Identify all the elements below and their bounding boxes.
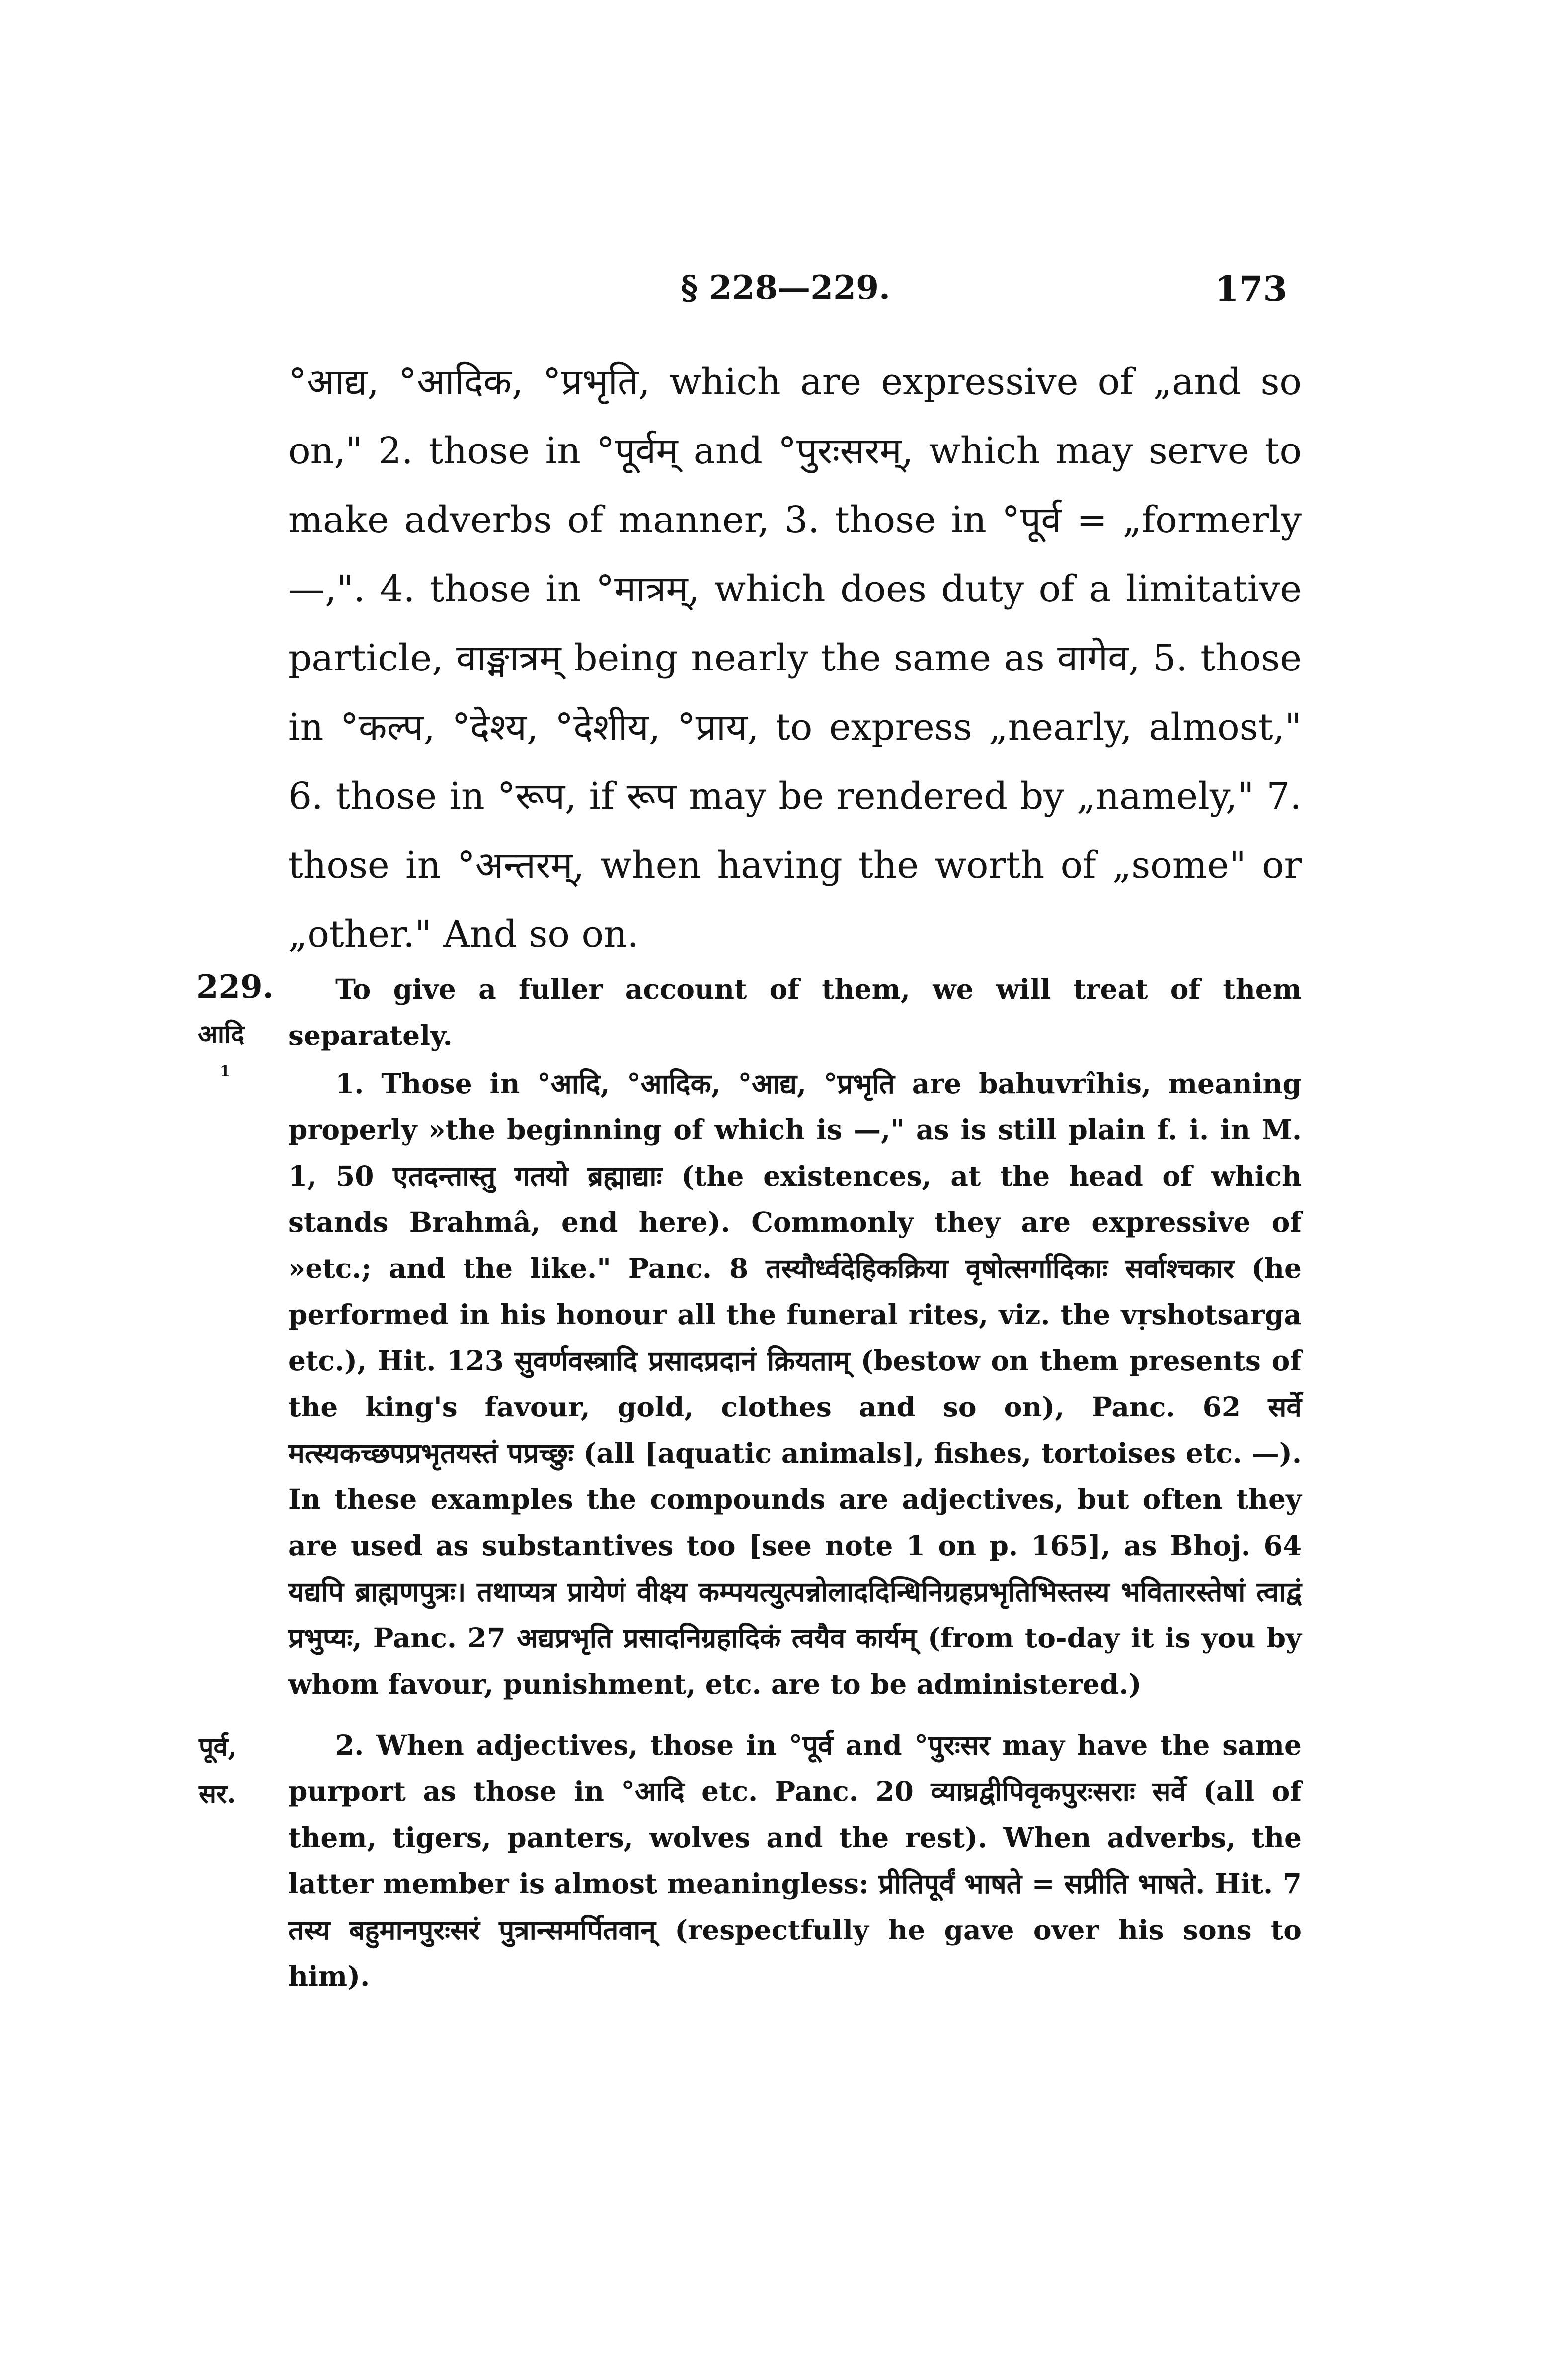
- section-number: 229.: [196, 968, 274, 1006]
- margin-label-sara: सर.: [199, 1779, 236, 1809]
- continued-paragraph: °आद्य, °आदिक, °प्रभृति, which are expressive of „and so on," 2. those in °पूर्वम् and °पुरःसरम्, which may serve to make adverbs of manner, 3. those in °पूर्व = „formerly —,". 4. those in °मात्रम्, which does duty of a limitative particle, वाङ्मात्रम् being nearly the same as वागेव, 5. those in °कल्प, °देश्य, °देशीय, °प्राय, to express „nearly, almost," 6. those in °रूप, if रूप may be rendered by „namely," 7. those in °अन्तरम्, when having the worth of „some" or „other." And so on.: [288, 361, 1302, 956]
- item-1-text: 1. Those in °आदि, °आदिक, °आद्य, °प्रभृति are bahuvrîhis, meaning properly »the beginning of which is —," as is still plain f. i. in M. 1, 50 एतदन्तास्तु गतयो ब्रह्माद्याः (the existences, at the head of which stands Brahmâ, end here). Commonly they are expressive of »etc.; and the like." Panc. 8 तस्यौर्ध्वदेहिकक्रिया वृषोत्सर्गादिकाः सर्वाश्चकार (he performed in his honour all the funeral rites, viz. the vṛshotsarga etc.), Hit. 123 सुवर्णवस्त्रादि प्रसादप्रदानं क्रियताम् (bestow on them presents of the king's favour, gold, clothes and so on), Panc. 62 सर्वे मत्स्यकच्छपप्रभृतयस्तं पप्रच्छुः (all [aquatic animals], fishes, tortoises etc. —). In these examples the compounds are adjectives, but often they are used as substantives too [see note 1 on p. 165], as Bhoj. 64 यद्यपि ब्राह्मणपुत्रः। तथाप्यत्र प्रायेणं वीक्ष्य कम्पयत्युत्पन्नोलाददिन्धिनिग्रहप्रभृतिभिस्तस्य भवितारस्तेषां त्वाद्वं प्रभुप्यः, Panc. 27 अद्यप्रभृति प्रसादनिग्रहादिकं त्वयैव कार्यम् (from to-day it is you by whom favour, punishment, etc. are to be administered.): [288, 1067, 1302, 1700]
- item-2-paragraph: [288, 1722, 1302, 1999]
- item-2-text: 2. When adjectives, those in °पूर्व and °पुरःसर may have the same purport as those in °आदि etc. Panc. 20 व्याघ्रद्वीपिवृकपुरःसराः सर्वे (all of them, tigers, panters, wolves and the rest). When adverbs, the latter member is almost meaningless: प्रीतिपूर्वं भाषते = सप्रीति भाषते. Hit. 7 तस्य बहुमानपुरःसरं पुत्रान्समर्पितवान् (respectfully he gave over his sons to him).: [288, 1729, 1302, 1992]
- section-229-paragraph: [288, 966, 1302, 1058]
- section-range: § 228—229.: [681, 268, 891, 307]
- margin-mark: 1: [220, 1063, 230, 1080]
- page-number: 173: [1215, 268, 1288, 309]
- running-header: [0, 268, 1557, 313]
- margin-label-adi: आदि: [198, 1019, 245, 1049]
- section-229-text: To give a fuller account of them, we will treat of them separately.: [288, 973, 1302, 1051]
- margin-label-purva: पूर्व,: [199, 1732, 237, 1762]
- item-1-paragraph: [288, 1060, 1302, 1707]
